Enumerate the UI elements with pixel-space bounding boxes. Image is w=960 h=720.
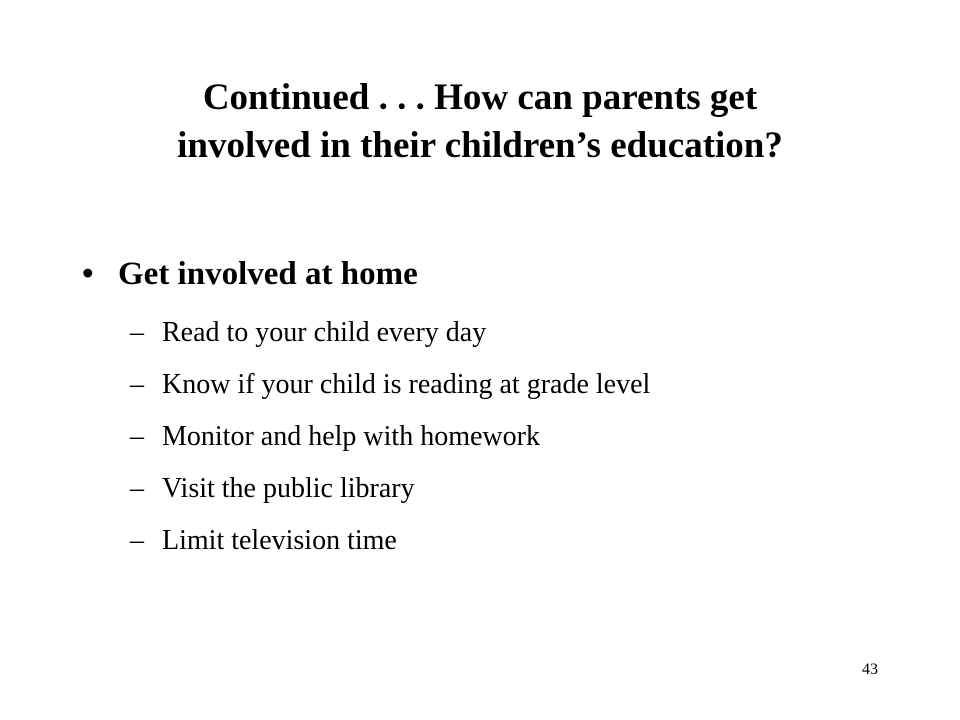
sub-bullet-item — [130, 362, 650, 414]
dash-icon: – — [130, 525, 144, 556]
bullet-icon: • — [82, 256, 94, 292]
dash-icon: – — [130, 421, 144, 452]
dash-icon: – — [130, 369, 144, 400]
sub-bullet-text: Monitor and help with homework — [162, 421, 540, 452]
main-bullet-text: Get involved at home — [118, 256, 418, 292]
slide-title-line-2: involved in their children’s education? — [177, 125, 783, 166]
sub-bullet-text: Limit television time — [162, 525, 397, 556]
sub-bullet-text: Know if your child is reading at grade level — [162, 369, 651, 400]
dash-icon: – — [130, 473, 144, 504]
slide-title — [0, 74, 960, 170]
sub-bullet-item — [130, 414, 650, 466]
main-bullet — [82, 252, 418, 296]
sub-bullet-list — [130, 310, 650, 570]
dash-icon: – — [130, 317, 144, 348]
sub-bullet-item — [130, 310, 650, 362]
slide-title-line-1: Continued . . . How can parents get — [202, 77, 758, 118]
sub-bullet-item — [130, 466, 650, 518]
slide-page-number: 43 — [862, 661, 878, 678]
sub-bullet-text: Read to your child every day — [162, 317, 487, 348]
sub-bullet-text: Visit the public library — [162, 473, 415, 504]
sub-bullet-item — [130, 518, 650, 570]
